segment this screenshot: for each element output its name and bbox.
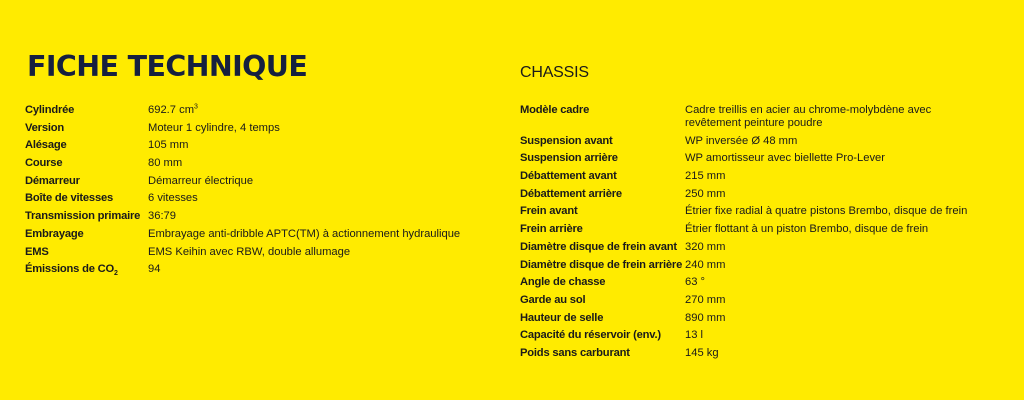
spec-row [25,263,478,281]
spec-value-text: 692.7 cm [148,104,195,116]
spec-value-text: 250 mm [685,187,726,200]
spec-value-text: 270 mm [685,293,726,306]
spec-label [25,192,148,210]
spec-label-text: Débattement arrière [520,187,622,200]
spec-value-text: WP amortisseur avec biellette Pro-Lever [685,152,886,165]
spec-label-text: Course [25,157,63,170]
spec-row [25,246,478,264]
spec-value-text: 63 ° [685,276,706,289]
spec-value [685,152,985,170]
spec-label-text: Débattement avant [520,170,617,183]
spec-label-text: Alésage [25,139,67,152]
spec-value [685,135,985,153]
spec-value [148,228,478,246]
spec-value-text: 13 l [685,329,704,342]
spec-value-text: 105 mm [148,139,189,152]
spec-value [685,188,985,206]
spec-value-text: Étrier fixe radial à quatre pistons Brembo, disque de frein [685,205,968,218]
spec-label [25,122,148,140]
spec-value-text: 6 vitesses [148,192,198,205]
spec-label [520,259,685,277]
spec-row [25,192,478,210]
spec-value [685,312,985,330]
spec-label [25,157,148,175]
spec-label-text: Suspension avant [520,134,613,147]
spec-value-text: Cadre treillis en acier au chrome-molybdène avec revêtement peinture poudre [685,104,932,129]
spec-label-text: Boîte de vitesses [25,192,114,205]
spec-value-superscript: 3 [194,103,198,111]
spec-row [520,259,985,277]
spec-value [148,263,478,281]
spec-row [520,170,985,188]
spec-row [25,157,478,175]
spec-row [520,312,985,330]
spec-row [520,135,985,153]
chassis-section-title: CHASSIS [520,64,589,81]
spec-label [25,139,148,157]
spec-value [148,139,478,157]
spec-row [25,210,478,228]
spec-label [25,246,148,264]
spec-label [520,294,685,312]
spec-label-text: Suspension arrière [520,152,618,165]
spec-label-text: Transmission primaire [25,210,141,223]
spec-label [25,263,148,281]
spec-value [685,104,985,135]
spec-label-text: Frein avant [520,205,578,218]
spec-label-text: Modèle cadre [520,104,590,116]
spec-label-text: Émissions de CO [25,263,115,276]
spec-label-text: Capacité du réservoir (env.) [520,329,661,342]
spec-value [685,347,985,365]
spec-value [685,223,985,241]
spec-label-subscript: 2 [114,270,118,278]
spec-value-text: Embrayage anti-dribble APTC(TM) à actionnement hydraulique [148,227,461,240]
spec-value [148,210,478,228]
spec-label-text: Démarreur [25,174,80,187]
spec-value-text: Étrier flottant à un piston Brembo, disque de frein [685,223,929,236]
spec-value-text: 145 kg [685,346,719,359]
spec-row [520,276,985,294]
spec-value [148,175,478,193]
spec-label [520,170,685,188]
spec-label [520,205,685,223]
spec-label [520,188,685,206]
spec-value [148,246,478,264]
spec-value-text: WP inversée Ø 48 mm [685,134,798,147]
spec-value [685,259,985,277]
spec-value [148,192,478,210]
spec-label-text: Diamètre disque de frein avant [520,240,677,253]
spec-label-text: Frein arrière [520,223,583,236]
spec-label [520,152,685,170]
spec-label-text: Embrayage [25,227,84,240]
spec-value [148,157,478,175]
spec-value-text: 215 mm [685,170,726,183]
spec-label [25,104,148,122]
spec-row [25,175,478,193]
spec-row [520,223,985,241]
spec-value [685,329,985,347]
spec-row [520,347,985,365]
spec-label-text: Poids sans carburant [520,346,630,359]
spec-label-text: Angle de chasse [520,276,606,289]
spec-label [520,104,685,135]
spec-row [25,122,478,140]
engine-specs-table [25,104,478,281]
spec-label-text: Hauteur de selle [520,311,604,324]
spec-label-text: Cylindrée [25,104,75,116]
spec-value [685,205,985,223]
spec-row [25,104,478,122]
page-title: FICHE TECHNIQUE [27,50,308,83]
spec-label [520,347,685,365]
spec-label [25,228,148,246]
spec-label-text: Garde au sol [520,293,586,306]
spec-row [520,188,985,206]
spec-value [685,170,985,188]
spec-label [520,276,685,294]
spec-label [520,241,685,259]
spec-value-text: 890 mm [685,311,726,324]
spec-value-text: 320 mm [685,240,726,253]
spec-label-text: Version [25,121,65,134]
spec-row [25,139,478,157]
spec-value-text: 80 mm [148,157,183,170]
spec-row [520,152,985,170]
spec-value-text: Moteur 1 cylindre, 4 temps [148,121,280,134]
spec-value [685,241,985,259]
spec-label-text: Diamètre disque de frein arrière [520,258,683,271]
spec-label [520,329,685,347]
spec-label [25,210,148,228]
spec-label [520,223,685,241]
spec-value [685,294,985,312]
spec-row [520,329,985,347]
spec-row [520,205,985,223]
spec-label-text: EMS [25,245,49,258]
spec-row [520,294,985,312]
spec-value-text: 36:79 [148,210,176,223]
spec-value [148,122,478,140]
spec-label [520,312,685,330]
spec-row [520,241,985,259]
spec-value-text: 94 [148,263,161,276]
chassis-specs-table [520,104,985,365]
spec-label [520,135,685,153]
spec-value [148,104,478,122]
spec-value-text: 240 mm [685,258,726,271]
spec-row [520,104,985,135]
spec-value-text: EMS Keihin avec RBW, double allumage [148,245,351,258]
spec-label [25,175,148,193]
spec-value-text: Démarreur électrique [148,174,254,187]
spec-row [25,228,478,246]
spec-value [685,276,985,294]
